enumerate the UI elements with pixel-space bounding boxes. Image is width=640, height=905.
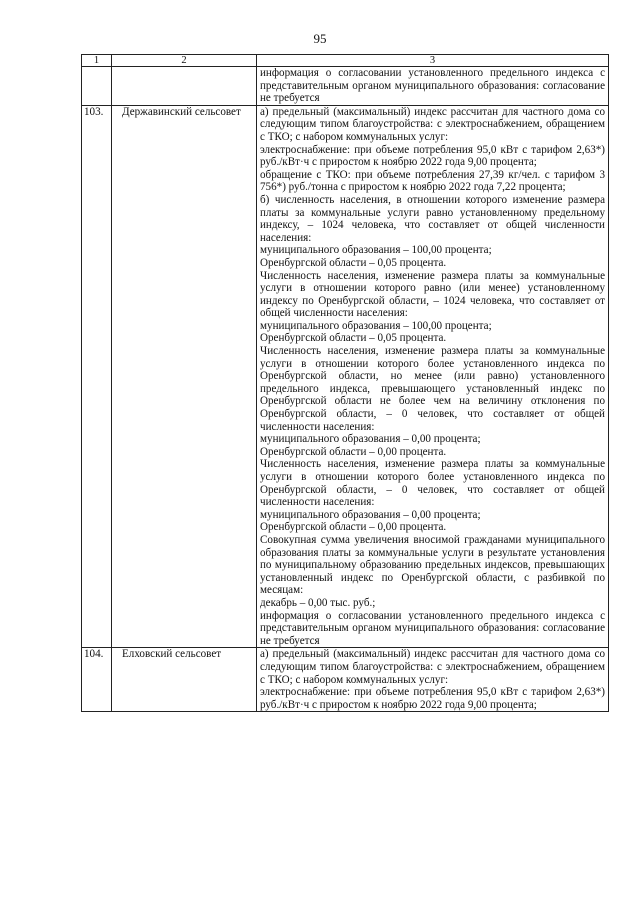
header-col-3: 3 [257, 55, 609, 67]
text-line: Численность населения, изменение размера платы за коммунальные услуги в отношении которого равно (или менее) установленному индексу по Оренбургской области, – 1024 человека, что составляет от общей численности населения: [260, 269, 605, 320]
text-line: Оренбургской области – 0,05 процента. [260, 332, 447, 345]
text-line: Совокупная сумма увеличения вносимой гражданами муниципального образования платы за коммунальные услуги в результате установления по муниципальному образованию предельных индексов, превышающих установленный индекс по Оренбургской области, с разбивкой по месяцам: [260, 533, 605, 597]
table-row [82, 67, 609, 106]
text-line: декабрь – 0,00 тыс. руб.; [260, 596, 376, 609]
header-col-1: 1 [82, 55, 112, 67]
text-line: Численность населения, изменение размера платы за коммунальные услуги в отношении которого более установленного индекса по Оренбургской области, но менее (или равно) установленного предельного индекса, превышающего установленный индекс по Оренбургской области не более чем на величину отклонения по Оренбургской области, – 0 человек, что составляет от общей численности населения: [260, 345, 605, 433]
text-line: информация о согласовании установленного предельного индекса с представительным органом муниципального образования: согласование не требуется [260, 609, 605, 647]
text-line: муниципального образования – 100,00 процента; [260, 244, 492, 257]
row-number: 104. [82, 648, 112, 712]
text-line: обращение с ТКО: при объеме потребления 27,39 кг/чел. с тарифом 3 756*) руб./тонна с приростом к ноябрю 2022 года 7,22 процента; [260, 168, 605, 194]
text-line: информация о согласовании установленного предельного индекса с представительным органом муниципального образования: согласование не требуется [260, 67, 605, 105]
text-line: Оренбургской области – 0,00 процента. [260, 521, 447, 534]
settlement-name: Державинский сельсовет [112, 105, 257, 648]
table-row [82, 648, 609, 712]
settlement-name [112, 67, 257, 106]
header-col-2: 2 [112, 55, 257, 67]
text-line: а) предельный (максимальный) индекс рассчитан для частного дома со следующим типом благоустройства: с электроснабжением, обращением с ТКО; с набором коммунальных услуг: [260, 105, 605, 143]
text-line: Оренбургской области – 0,00 процента. [260, 445, 447, 458]
text-line: электроснабжение: при объеме потребления 95,0 кВт с тарифом 2,63*) руб./кВт·ч с приростом к ноябрю 2022 года 9,00 процента; [260, 143, 605, 169]
row-number: 103. [82, 105, 112, 648]
text-line: б) численность населения, в отношении которого изменение размера платы за коммунальные услуги равно установленному предельному индексу, – 1024 человека, что составляет от общей численности населения: [260, 193, 605, 244]
row-text [257, 105, 609, 648]
text-line: муниципального образования – 100,00 процента; [260, 319, 492, 332]
row-text [257, 67, 609, 106]
row-text [257, 648, 609, 712]
text-line: электроснабжение: при объеме потребления 95,0 кВт с тарифом 2,63*) руб./кВт·ч с приростом к ноябрю 2022 года 9,00 процента; [260, 686, 605, 711]
text-line: Численность населения, изменение размера платы за коммунальные услуги в отношении которого более установленного индекса по Оренбургской области, – 0 человек, что составляет от общей численности населения: [260, 458, 605, 509]
settlements-table [81, 54, 609, 712]
text-line: Оренбургской области – 0,05 процента. [260, 256, 447, 269]
settlement-name: Елховский сельсовет [112, 648, 257, 712]
table-row [82, 105, 609, 648]
text-line: а) предельный (максимальный) индекс рассчитан для частного дома со следующим типом благоустройства: с электроснабжением, обращением с ТКО; с набором коммунальных услуг: [260, 648, 605, 686]
text-line: муниципального образования – 0,00 процента; [260, 508, 481, 521]
page-number: 95 [313, 31, 327, 46]
text-line: муниципального образования – 0,00 процента; [260, 433, 481, 446]
row-number [82, 67, 112, 106]
table-header-row [82, 55, 609, 67]
